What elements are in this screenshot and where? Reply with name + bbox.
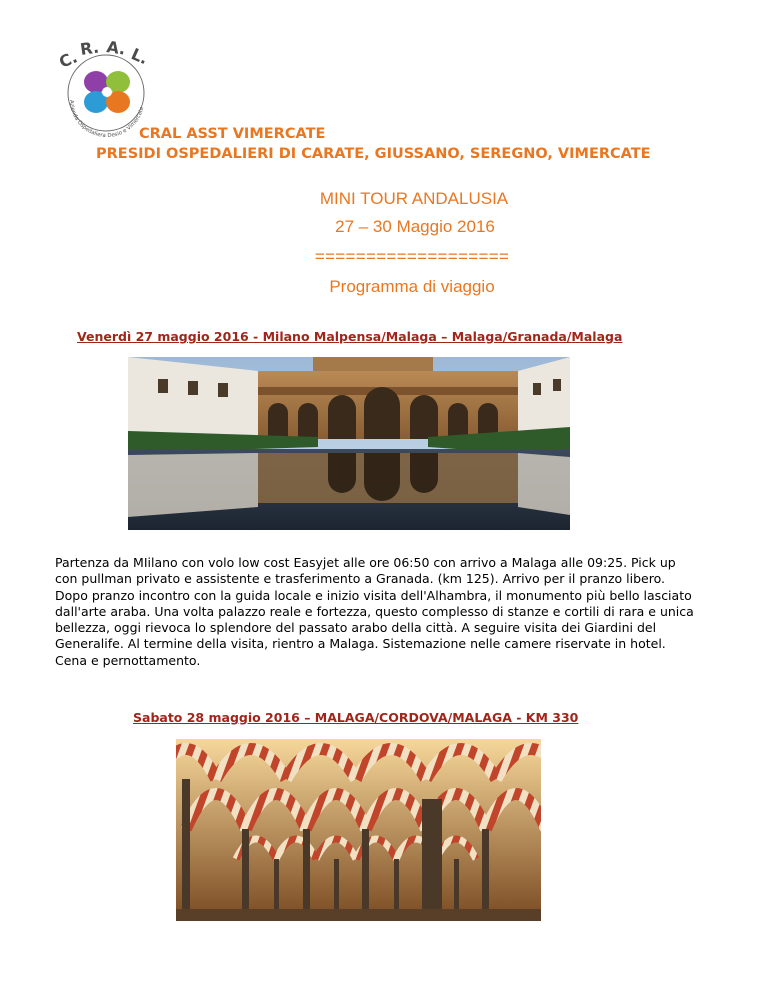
alhambra-photo — [128, 357, 570, 530]
svg-text:Azienda Ospedaliera Desio e Vi: Azienda Ospedaliera Desio e Vimercate — [67, 99, 146, 138]
tour-title: MINI TOUR ANDALUSIA — [319, 189, 509, 208]
day-1-heading: Venerdì 27 maggio 2016 - Milano Malpensa/Malaga – Malaga/Granada/Malaga — [77, 329, 623, 344]
org-subtitle: PRESIDI OSPEDALIERI DI CARATE, GIUSSANO, SEREGNO, VIMERCATE — [96, 146, 651, 162]
svg-text:A.: A. — [105, 38, 127, 59]
program-subtitle: Programma di viaggio — [329, 277, 495, 296]
cral-logo — [48, 38, 160, 138]
day-1-description: Partenza da MIilano con volo low cost Easyjet alle ore 06:50 con arrivo a Malaga alle 09:25. Pick up con pullman privato e assistente e trasferimento a Granada. (km 125). Arrivo per il pranzo libero. Dopo pranzo incontro con la guida locale e inizio visita dell'Alhambra, il monumento più bello lasciato dall'arte araba. Una volta palazzo reale e fortezza, questo complesso di stanze e cortili di rara e unica bellezza, oggi rievoca lo splendore del passato arabo della città. A seguire visita dei Giardini del Generalife. Al termine della visita, rientro a Malaga. Sistemazione nelle camere riservate in hotel. Cena e pernottamento. — [55, 555, 694, 668]
mezquita-photo — [176, 739, 541, 921]
day-2-heading: Sabato 28 maggio 2016 – MALAGA/CORDOVA/MALAGA - KM 330 — [133, 710, 579, 725]
org-name: CRAL ASST VIMERCATE — [139, 126, 326, 142]
svg-text:C.: C. — [56, 47, 81, 72]
divider: =================== — [314, 247, 510, 266]
svg-text:R.: R. — [78, 38, 101, 59]
svg-text:L.: L. — [128, 44, 151, 69]
tour-dates: 27 – 30 Maggio 2016 — [335, 217, 495, 236]
